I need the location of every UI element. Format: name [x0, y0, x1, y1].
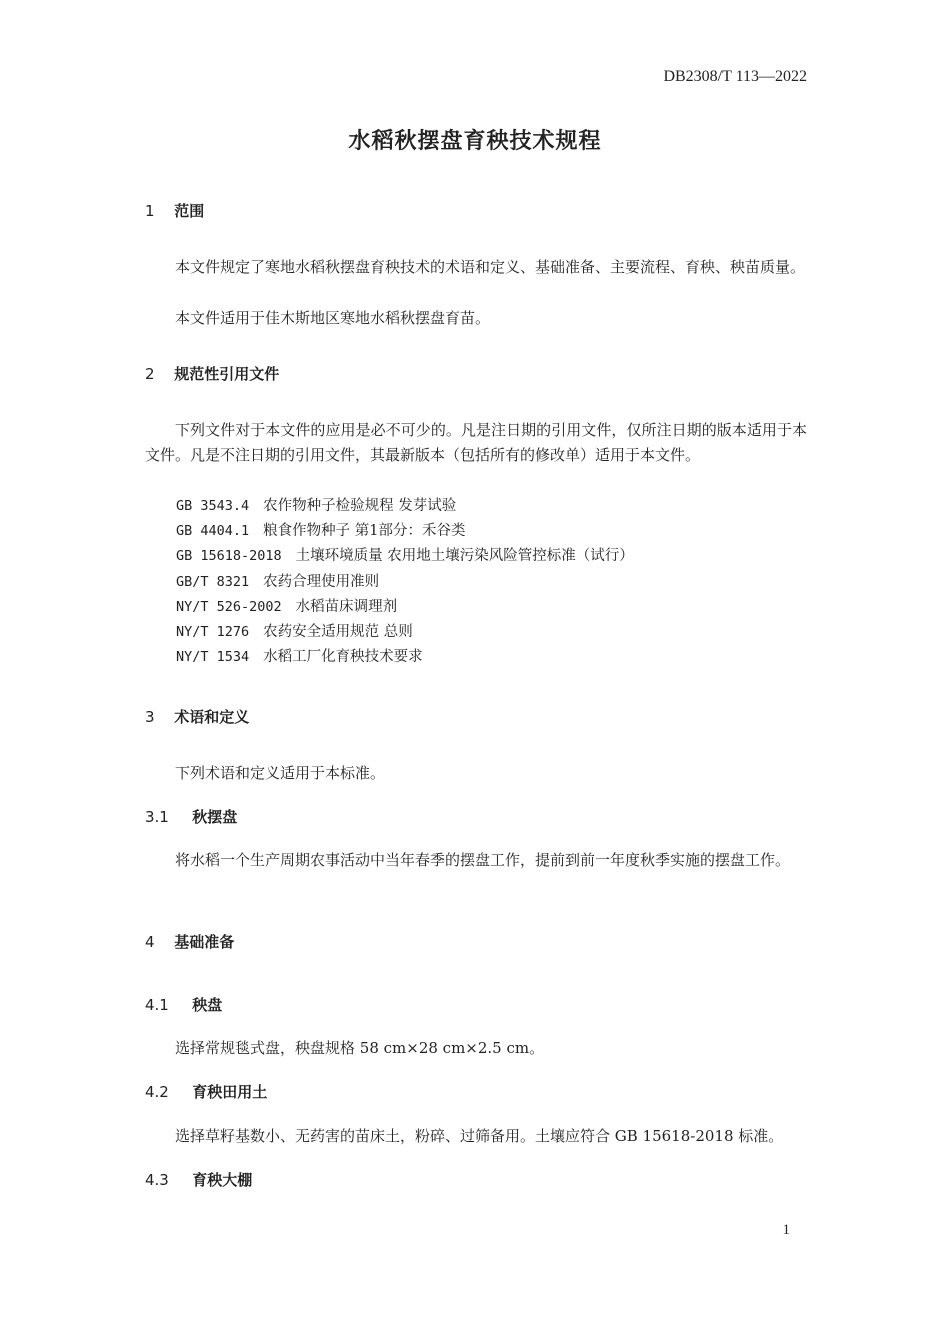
section-4-1-text: 选择常规毯式盘，秧盘规格 58 cm×28 cm×2.5 cm。 — [175, 1039, 545, 1057]
reference-title: 农药安全适用规范 总则 — [263, 624, 413, 641]
section-3-intro: 下列术语和定义适用于本标准。 — [175, 764, 386, 782]
reference-code: GB 4404.1 — [176, 523, 250, 540]
reference-item — [176, 595, 634, 620]
section-title: 秧盘 — [192, 996, 223, 1014]
section-number: 4 — [145, 933, 155, 951]
section-number: 3.1 — [145, 808, 169, 826]
section-4-heading — [145, 931, 234, 952]
reference-code: GB 3543.4 — [176, 498, 250, 514]
page-title: 水稻秋摆盘育秧技术规程 — [348, 129, 602, 154]
section-4-1-heading — [145, 994, 222, 1015]
section-3-1-text: 将水稻一个生产周期农事活动中当年春季的摆盘工作，提前到前一年度秋季实施的摆盘工作。 — [175, 851, 791, 869]
section-1-paragraph-2: 本文件适用于佳木斯地区寒地水稻秋摆盘育苗。 — [175, 309, 491, 327]
section-number: 3 — [145, 708, 155, 726]
section-2-intro: 下列文件对于本文件的应用是必不可少的。凡是注日期的引用文件，仅所注日期的版本适用于本文件。凡是不注日期的引用文件，其最新版本（包括所有的修改单）适用于本文件。 — [145, 421, 807, 464]
section-title: 育秧大棚 — [192, 1171, 253, 1189]
reference-title: 粮食作物种子 第1部分：禾谷类 — [263, 523, 466, 540]
reference-code: GB/T 8321 — [176, 573, 250, 590]
section-number: 4.1 — [145, 996, 169, 1014]
section-4-2-text: 选择草籽基数小、无药害的苗床土，粉碎、过筛备用。土壤应符合 GB 15618-2018 标准。 — [175, 1127, 784, 1145]
reference-code: NY/T 1276 — [176, 624, 250, 641]
reference-code: NY/T 526-2002 — [176, 598, 282, 615]
reference-item — [176, 494, 634, 519]
section-number: 4.3 — [145, 1171, 169, 1189]
section-title: 秋摆盘 — [192, 808, 238, 826]
reference-title: 水稻苗床调理剂 — [295, 598, 398, 615]
reference-title: 水稻工厂化育秧技术要求 — [263, 649, 423, 666]
section-number: 2 — [145, 365, 155, 383]
section-3-heading — [145, 706, 249, 727]
section-3-1-heading — [145, 806, 237, 827]
reference-title: 农药合理使用准则 — [263, 573, 380, 590]
reference-title: 农作物种子检验规程 发芽试验 — [263, 498, 457, 514]
reference-code: NY/T 1534 — [176, 649, 250, 666]
reference-item — [176, 645, 634, 670]
section-title: 范围 — [174, 202, 205, 220]
reference-item — [176, 620, 634, 645]
reference-title: 土壤环境质量 农用地土壤污染风险管控标准（试行） — [295, 548, 634, 565]
section-number: 1 — [145, 202, 155, 220]
reference-item — [176, 519, 634, 544]
document-code: DB2308/T 113—2022 — [663, 68, 807, 85]
section-4-2-heading — [145, 1081, 267, 1102]
reference-item — [176, 544, 634, 569]
section-1-paragraph-1: 本文件规定了寒地水稻秋摆盘育秧技术的术语和定义、基础准备、主要流程、育秧、秧苗质量。 — [175, 258, 806, 276]
reference-list — [176, 494, 634, 670]
section-title: 规范性引用文件 — [174, 365, 280, 383]
reference-item — [176, 570, 634, 595]
section-title: 术语和定义 — [174, 708, 250, 726]
section-2-heading — [145, 363, 279, 384]
section-number: 4.2 — [145, 1083, 169, 1101]
reference-code: GB 15618-2018 — [176, 548, 282, 565]
section-title: 育秧田用土 — [192, 1083, 268, 1101]
page-number: 1 — [782, 1222, 790, 1238]
section-title: 基础准备 — [174, 933, 235, 951]
section-1-heading — [145, 200, 204, 221]
section-4-3-heading — [145, 1169, 252, 1190]
